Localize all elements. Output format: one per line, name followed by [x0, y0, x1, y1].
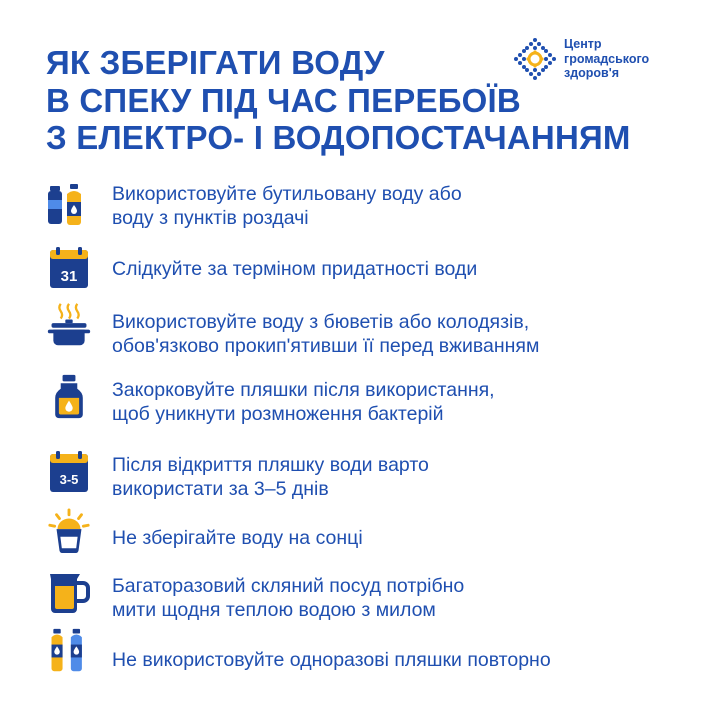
cross-dots-logo-icon [512, 36, 558, 82]
item-line: використати за 3–5 днів [112, 478, 329, 500]
two-bottles-icon [46, 628, 92, 674]
capped-bottle-icon [46, 374, 92, 420]
title-line-2: В СПЕКУ ПІД ЧАС ПЕРЕБОЇВ [46, 81, 521, 119]
item-text [112, 310, 539, 358]
item-line: обов'язково прокип'ятивши її перед вживанням [112, 335, 540, 357]
item-text [112, 453, 429, 501]
sun-glass-icon [46, 508, 92, 554]
title-line-3: З ЕЛЕКТРО- І ВОДОПОСТАЧАННЯМ [46, 119, 631, 156]
logo-text [564, 37, 649, 81]
logo-line-2: громадського [564, 51, 650, 66]
item-text [112, 574, 464, 622]
bottles-icon [46, 182, 92, 228]
item-line: Не зберігайте воду на сонці [112, 527, 363, 549]
organization-logo [512, 36, 702, 82]
item-line: Після відкриття пляшку води варто [112, 454, 429, 476]
item-text [112, 257, 477, 281]
item-text [112, 378, 495, 426]
calendar-text: 3-5 [59, 472, 79, 487]
item-line: Багаторазовий скляний посуд потрібно [112, 575, 465, 597]
item-line: Слідкуйте за терміном придатності води [112, 258, 478, 280]
item-line: мити щодня теплою водою з милом [112, 599, 436, 621]
item-line: Використовуйте воду з бюветів або колодязів, [112, 311, 530, 333]
boiling-pot-icon [46, 302, 92, 348]
item-line: Закорковуйте пляшки після використання, [112, 379, 495, 401]
logo-line-1: Центр [564, 37, 602, 51]
calendar-3-5-icon [46, 450, 92, 496]
calendar-31-icon [46, 246, 92, 292]
jug-icon [46, 570, 92, 616]
title-line-1: ЯК ЗБЕРІГАТИ ВОДУ [46, 44, 385, 81]
calendar-text: 31 [60, 268, 78, 285]
item-line: Використовуйте бутильовану воду або [112, 183, 462, 205]
item-text [112, 648, 551, 672]
item-line: воду з пунктів роздачі [112, 207, 309, 229]
item-line: щоб уникнути розмноження бактерій [112, 403, 444, 425]
item-text [112, 182, 462, 230]
logo-line-3: здоров'я [564, 66, 620, 80]
item-text [112, 526, 363, 550]
item-line: Не використовуйте одноразові пляшки повторно [112, 649, 551, 671]
